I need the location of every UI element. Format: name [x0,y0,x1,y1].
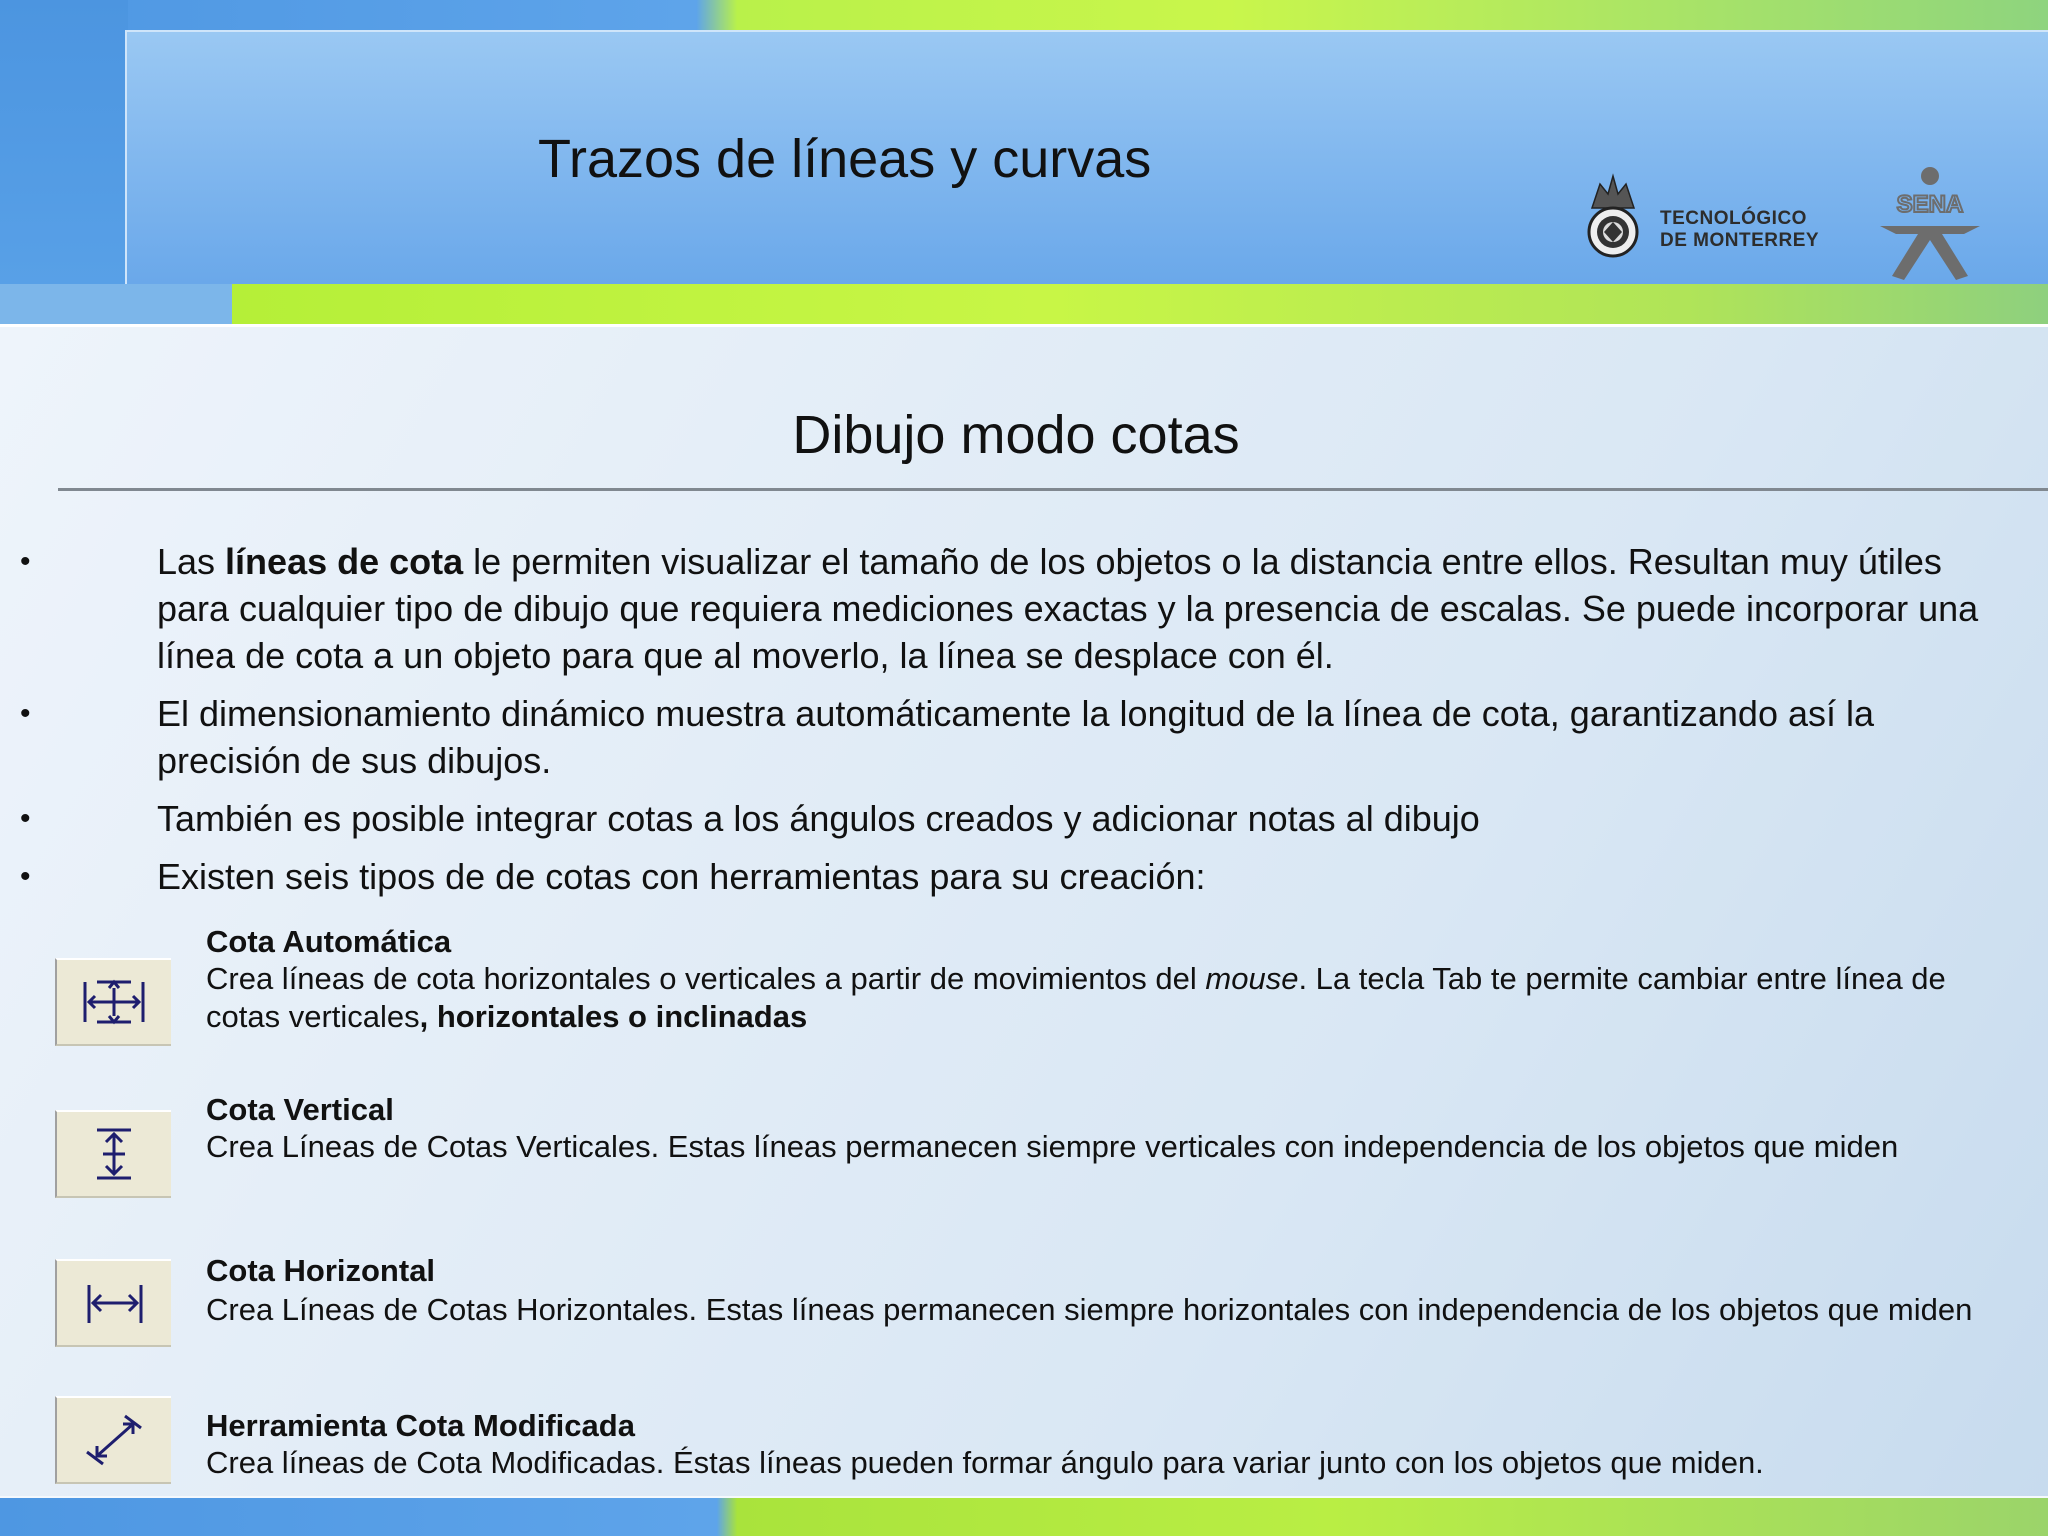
tool-desc-mid: . La tecla Tab te permite cambiar entre línea de cotas verticales [206,961,1946,1034]
horizontal-dimension-glyph [57,1261,171,1345]
bullet-marker: • [20,860,31,893]
sena-logo-text: SENA [1896,191,1964,218]
slide-header-title: Trazos de líneas y curvas [538,129,1152,189]
tec-monterrey-logo [1576,162,1846,266]
tool-name: Cota Vertical [206,1092,394,1127]
title-divider [58,488,2048,491]
tool-description [206,960,2028,1036]
top-decor-strip [0,0,2048,30]
bullet-marker: • [20,697,31,730]
bullet-list [0,538,2048,911]
tool-description: Crea Líneas de Cotas Horizontales. Estas líneas permanecen siempre horizontales con independencia de los objetos que miden [206,1292,1973,1327]
list-item [0,538,2048,679]
modified-dimension-glyph [57,1398,171,1482]
bullet-text [157,538,2019,679]
tec-seal-icon [1582,170,1644,260]
tool-name: Cota Automática [206,924,452,959]
sena-logo [1872,166,1988,284]
bullet-marker: • [20,802,31,835]
bullet-text: También es posible integrar cotas a los ángulos creados y adicionar notas al dibujo [157,798,1480,839]
tec-logo-line2: DE MONTERREY [1660,230,1820,251]
tool-desc-bold: , horizontales o inclinadas [419,999,808,1034]
vertical-dimension-icon[interactable] [55,1110,171,1198]
bullet-text-post: le permiten visualizar el tamaño de los objetos o la distancia entre ellos. Resultan muy útiles para cualquier tipo de dibujo que requiera mediciones exactas y la presencia de escalas. Se puede incorporar una línea de cota a un objeto para que al moverlo, la línea se desplace con él. [157,541,1979,676]
auto-dimension-glyph [57,960,171,1044]
tool-name: Cota Horizontal [206,1253,436,1288]
horizontal-dimension-icon[interactable] [55,1259,171,1347]
green-accent-bar [232,284,2048,324]
left-decor-strip [0,0,128,330]
bullet-text: Existen seis tipos de de cotas con herramientas para su creación: [157,856,1206,897]
auto-dimension-icon[interactable] [55,958,171,1046]
list-item [0,795,2048,842]
list-item [0,853,2048,900]
list-item [0,690,2048,784]
section-title: Dibujo modo cotas [792,405,1240,465]
footer-decor-strip [0,1498,2048,1536]
tool-desc-pre: Crea líneas de cota horizontales o verticales a partir de movimientos del [206,961,1206,996]
bullet-text-bold: líneas de cota [225,541,464,582]
green-bar-left [0,284,232,324]
modified-dimension-icon[interactable] [55,1396,171,1484]
tool-description: Crea líneas de Cota Modificadas. Éstas líneas pueden formar ángulo para variar junto con los objetos que miden. [206,1445,1764,1480]
bullet-text-pre: Las [157,541,226,582]
tool-description: Crea Líneas de Cotas Verticales. Estas líneas permanecen siempre verticales con independencia de los objetos que miden [206,1129,1899,1164]
tec-logo-line1: TECNOLÓGICO [1660,208,1807,229]
tool-name: Herramienta Cota Modificada [206,1408,635,1443]
tec-logo-text [1660,208,1819,252]
bullet-marker: • [20,545,31,578]
bullet-text: El dimensionamiento dinámico muestra automáticamente la longitud de la línea de cota, garantizando así la precisión de sus dibujos. [157,693,1875,781]
tool-desc-italic: mouse [1205,961,1299,996]
vertical-dimension-glyph [57,1112,171,1196]
